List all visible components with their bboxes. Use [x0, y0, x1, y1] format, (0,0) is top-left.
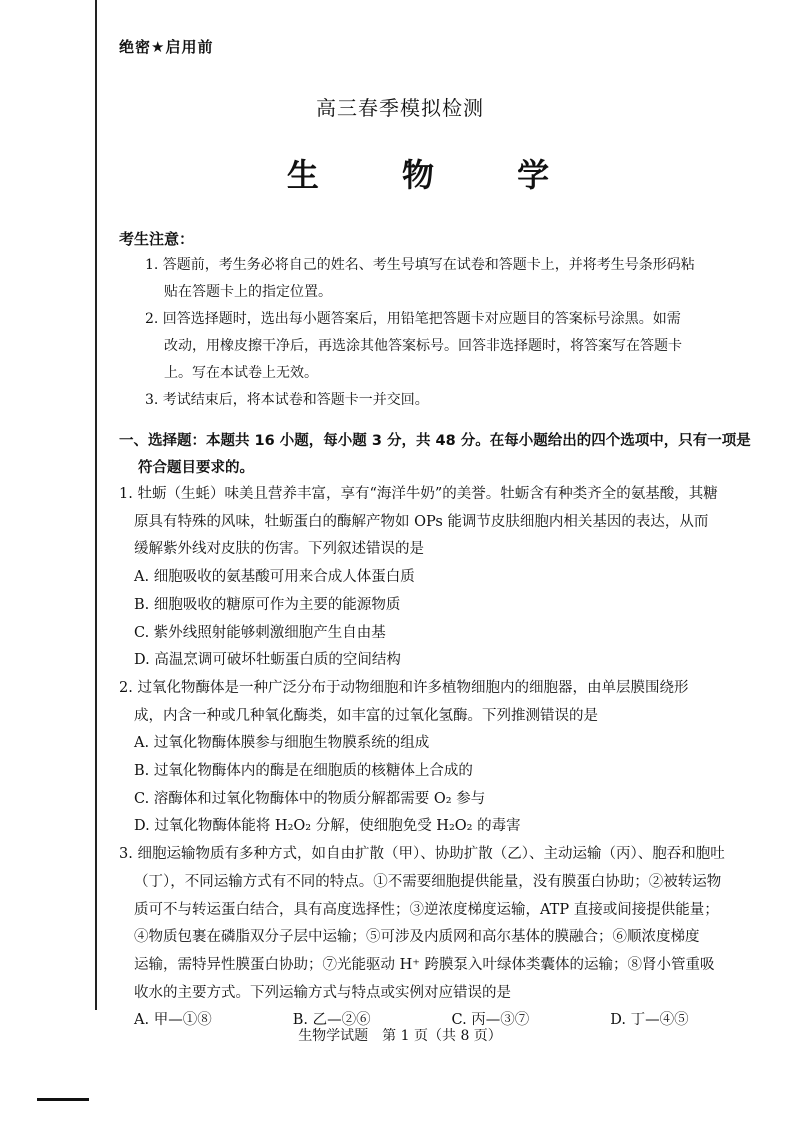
option-c: C. 紫外线照射能够刺激细胞产生自由基	[134, 624, 386, 641]
page-footer: 生物学试题 第 1 页（共 8 页）	[298, 1028, 502, 1044]
question-1	[119, 481, 769, 675]
notice-heading: 考生注意：	[119, 230, 195, 248]
question-stem-line: 原具有特殊的风味，牡蛎蛋白的酶解产物如 OPs 能调节皮肤细胞内相关基因的表达，从而	[134, 513, 709, 530]
question-stem-line: 收水的主要方式。下列运输方式与特点或实例对应错误的是	[134, 984, 511, 1001]
notice-item	[145, 387, 765, 414]
question-list	[119, 481, 769, 1035]
question-stem-line: ④物质包裹在磷脂双分子层中运输；⑤可涉及内质网和高尔基体的膜融合；⑥顺浓度梯度	[134, 929, 700, 946]
question-stem-line: 缓解紫外线对皮肤的伤害。下列叙述错误的是	[134, 541, 424, 558]
option-d: D. 过氧化物酶体能将 H₂O₂ 分解，使细胞免受 H₂O₂ 的毒害	[134, 818, 521, 835]
question-stem-line: 成，内含一种或几种氧化酶类，如丰富的过氧化氢酶。下列推测错误的是	[134, 707, 598, 724]
question-stem-line: 3. 细胞运输物质有多种方式，如自由扩散（甲）、协助扩散（乙）、主动运输（丙）、胞吞和胞吐	[119, 846, 725, 863]
section-line: 一、选择题：本题共 16 小题，每小题 3 分，共 48 分。在每小题给出的四个选项中，只有一项是	[119, 433, 751, 449]
notice-item	[145, 306, 765, 387]
option-a: A. 甲—①⑧	[134, 1012, 212, 1029]
notice-line: 2. 回答选择题时，选出每小题答案后，用铅笔把答题卡对应题目的答案标号涂黑。如需	[145, 311, 681, 327]
question-2	[119, 675, 769, 841]
notice-line: 上。写在本试卷上无效。	[164, 365, 318, 381]
notice-line: 1. 答题前，考生务必将自己的姓名、考生号填写在试卷和答题卡上，并将考生号条形码粘	[145, 257, 695, 273]
question-stem-line: 质可不与转运蛋白结合，具有高度选择性；③逆浓度梯度运输，ATP 直接或间接提供能量；	[134, 901, 719, 918]
section-line: 符合题目要求的。	[138, 460, 254, 476]
notice-line: 3. 考试结束后，将本试卷和答题卡一并交回。	[145, 392, 429, 408]
exam-subtitle: 高三春季模拟检测	[316, 96, 484, 120]
question-stem-line: （丁），不同运输方式有不同的特点。①不需要细胞提供能量，没有膜蛋白协助；②被转运物	[134, 873, 722, 890]
notice-list	[145, 252, 765, 414]
confidential-label: 绝密★启用前	[119, 38, 214, 56]
option-b: B. 过氧化物酶体内的酶是在细胞质的核糖体上合成的	[134, 763, 473, 780]
option-a: A. 细胞吸收的氨基酸可用来合成人体蛋白质	[134, 569, 415, 586]
notice-line: 贴在答题卡上的指定位置。	[164, 284, 332, 300]
section-heading	[119, 428, 769, 482]
option-b: B. 乙—②⑥	[292, 1012, 371, 1029]
question-stem-line: 2. 过氧化物酶体是一种广泛分布于动物细胞和许多植物细胞内的细胞器，由单层膜围绕形	[119, 679, 689, 696]
exam-title: 生 物 学	[286, 156, 586, 194]
question-3	[119, 841, 769, 1035]
option-d: D. 丁—④⑤	[610, 1012, 689, 1029]
option-c: C. 溶酶体和过氧化物酶体中的物质分解都需要 O₂ 参与	[134, 790, 486, 807]
question-stem-line: 运输，需特异性膜蛋白协助；⑦光能驱动 H⁺ 跨膜泵入叶绿体类囊体的运输；⑧肾小管重吸	[134, 956, 715, 973]
notice-item	[145, 252, 765, 306]
option-c: C. 丙—③⑦	[451, 1012, 530, 1029]
option-a: A. 过氧化物酶体膜参与细胞生物膜系统的组成	[134, 735, 430, 752]
notice-line: 改动，用橡皮擦干净后，再选涂其他答案标号。回答非选择题时，将答案写在答题卡	[164, 338, 682, 354]
option-b: B. 细胞吸收的糖原可作为主要的能源物质	[134, 596, 401, 613]
option-d: D. 高温烹调可破坏牡蛎蛋白质的空间结构	[134, 652, 401, 669]
question-stem-line: 1. 牡蛎（生蚝）味美且营养丰富，享有“海洋牛奶”的美誉。牡蛎含有种类齐全的氨基酸，其糖	[119, 486, 718, 502]
bottom-mark	[37, 1098, 89, 1101]
